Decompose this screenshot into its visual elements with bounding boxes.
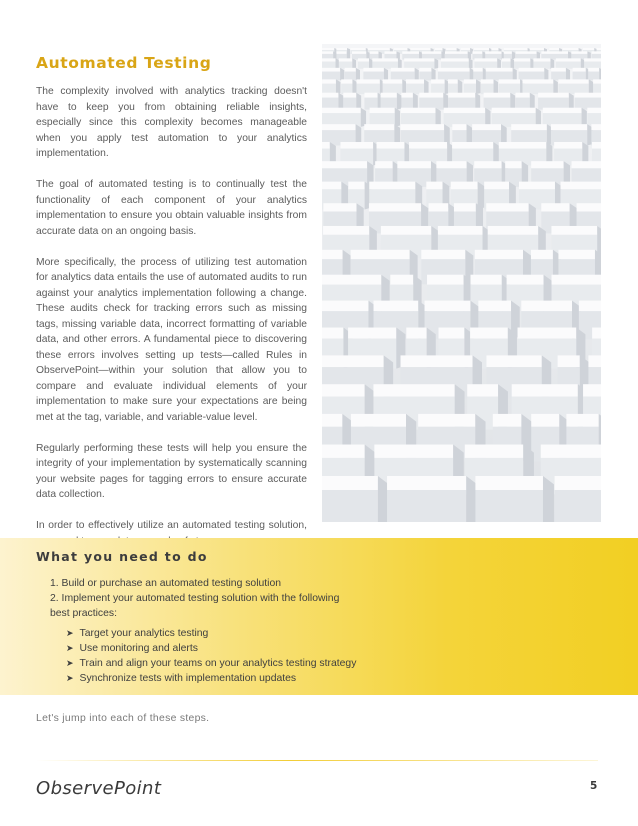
paragraph-4: Regularly performing these tests will help you ensure the integrity of your implementation by systematically scanning your website pages for tagging errors to ensure accurate data collection. [36,442,307,500]
todo-steps [50,576,350,621]
paragraph-5: In order to effectively utilize an automated testing solution, [36,520,307,531]
list-item [66,656,356,671]
list-item-label: Synchronize tests with implementation updates [79,673,297,684]
arrow-right-icon: ➤ [66,673,74,683]
observepoint-logo: ObservePoint [36,778,162,799]
paragraph-2: The goal of automated testing is to continually test the functionality of each component of your analytics implementation to ensure you obtain valuable insights from accurate data on an ongoing basis. [36,179,307,237]
maze-illustration [322,44,601,522]
page-number: 5 [590,780,598,792]
best-practices-list [66,626,356,686]
list-item [66,626,356,641]
footer-divider [36,760,598,761]
todo-title: What you need to do [36,549,208,564]
list-item [66,671,356,686]
paragraph-3: More specifically, the process of utilizing test automation for analytics data entails the use of automated audits to run against your analytics implementation following a change. These audits check for tracking errors such as missing tags, missing variable data, incorrect formatting of variable data, and other errors. A fundamental piece to discovering these errors involves setting up tests—called Rules in ObservePoint—within your solution that allow you to compare and evaluate individual elements of your implementation to make sure your expectations are being met at the tag, variable, and variable-value level. [36,256,307,423]
maze-image [322,44,601,522]
section-title: Automated Testing [36,54,212,72]
arrow-right-icon: ➤ [66,643,74,653]
list-item-label: Target your analytics testing [79,628,209,639]
step-2: 2. Implement your automated testing solution with the following best practices: [50,593,340,619]
list-item-label: Use monitoring and alerts [79,643,198,654]
paragraph-1: The complexity involved with analytics tracking doesn't have to keep you from obtaining reliable insights, especially since this complexity becomes manageable when you apply test automation to your analytics implementation. [36,86,307,159]
arrow-right-icon: ➤ [66,628,74,638]
body-text [36,84,307,565]
step-1: 1. Build or purchase an automated testing solution [50,578,282,589]
closing-text: Let's jump into each of these steps. [36,713,210,724]
arrow-right-icon: ➤ [66,658,74,668]
list-item [66,641,356,656]
list-item-label: Train and align your teams on your analytics testing strategy [79,658,357,669]
